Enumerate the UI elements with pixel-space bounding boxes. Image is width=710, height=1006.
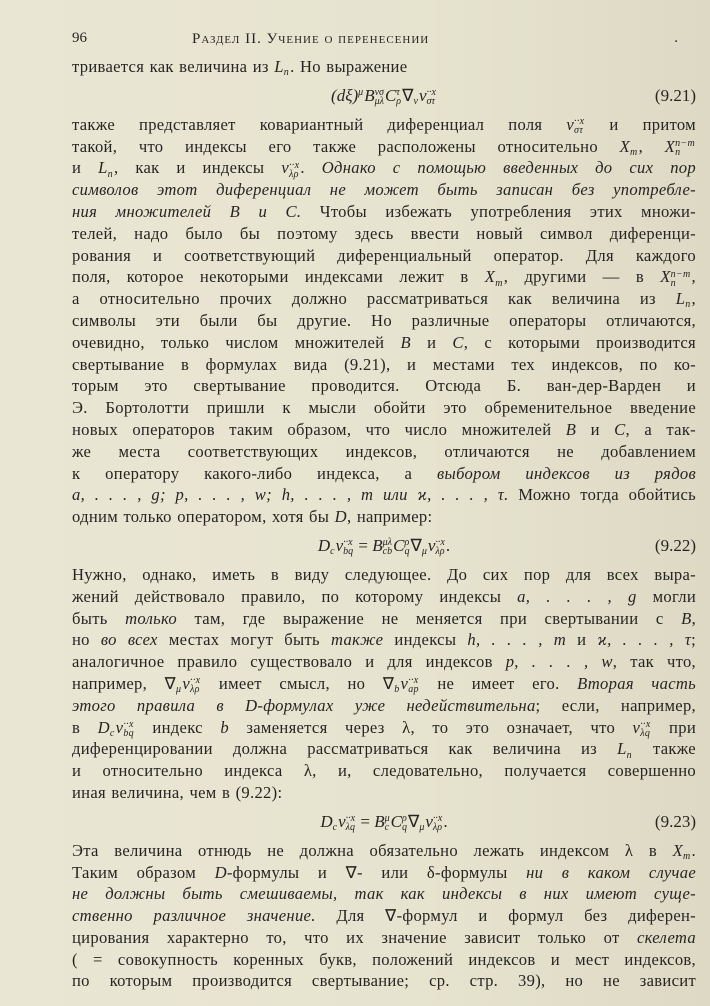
text-run: = — [356, 811, 375, 831]
italic-text: B — [374, 811, 385, 831]
text-run: при — [651, 717, 697, 737]
italic-text: B — [681, 608, 692, 628]
running-header — [72, 30, 696, 56]
italic-text: L — [98, 158, 108, 178]
index-stack — [284, 59, 289, 77]
italic-text: L — [617, 739, 627, 759]
text-run: ∇ — [410, 535, 422, 555]
text-run: а относительно прочих должно рассматриваться как величина из — [72, 289, 676, 309]
text-run: , — [638, 136, 665, 156]
italic-text: X — [619, 136, 631, 156]
text-line — [72, 564, 696, 586]
subscript: μ — [421, 546, 427, 558]
italic-text: во всех — [100, 630, 158, 650]
text-run: . — [445, 535, 451, 555]
index-stack — [402, 814, 407, 832]
subscript: n — [626, 749, 632, 761]
subscript: λq — [640, 727, 651, 739]
text-line — [72, 375, 696, 397]
text-run: -формулы и ∇- или δ-формулы — [226, 862, 527, 882]
text-run: , — [691, 289, 696, 309]
index-stack — [176, 676, 181, 694]
text-run: заменяется через λ, то это означает, что — [228, 717, 633, 737]
italic-text: v — [338, 811, 346, 831]
equation — [72, 528, 696, 564]
index-stack — [435, 538, 444, 556]
index-stack — [640, 720, 650, 738]
subscript: λρ — [432, 821, 443, 833]
subscript: ap — [408, 684, 419, 696]
index-stack — [433, 814, 442, 832]
italic-text: D — [317, 535, 331, 555]
text-run: , другими — в — [503, 267, 661, 287]
text-line — [72, 354, 696, 376]
italic-text: D — [334, 507, 347, 527]
index-stack — [671, 270, 691, 288]
text-line — [72, 463, 696, 485]
paragraph — [72, 840, 696, 993]
text-line — [72, 905, 696, 927]
index-stack — [346, 814, 355, 832]
italic-text: C — [384, 85, 397, 105]
text-run: индексы — [383, 630, 468, 650]
book-page — [72, 30, 696, 992]
text-line — [72, 397, 696, 419]
text-run: ∇ — [402, 85, 414, 105]
text-line — [72, 223, 696, 245]
italic-text: a, . . . , g — [517, 586, 637, 606]
subscript: λq — [345, 821, 355, 833]
superscript: ··x — [408, 675, 419, 687]
subscript: q — [404, 546, 410, 558]
text-run: телей, надо было бы поэтому здесь ввести новый символ диференци- — [72, 223, 696, 243]
index-stack — [333, 814, 337, 832]
text-run: очевидно, только числом множителей — [72, 332, 401, 352]
text-run: и притом — [585, 114, 696, 134]
text-run: же места соответствующих индексов, отличаются не добавлением — [72, 441, 696, 461]
text-run: и — [410, 332, 453, 352]
subscript: λρ — [190, 684, 200, 696]
italic-text: X — [672, 840, 684, 860]
text-line — [72, 157, 696, 179]
text-line — [72, 201, 696, 223]
text-line — [72, 782, 696, 804]
text-line — [72, 717, 696, 739]
text-run: цирования характерно то, что их значение зависит только от — [72, 927, 637, 947]
italic-text: символов этот диференциал не может быть записан без употребле- — [72, 180, 696, 200]
superscript: n−m — [670, 268, 691, 280]
subscript: ν — [413, 95, 418, 107]
text-line — [72, 266, 696, 288]
text-line — [72, 673, 696, 695]
italic-text: L — [274, 57, 284, 76]
text-line — [72, 927, 696, 949]
text-line — [72, 608, 696, 630]
index-stack — [426, 88, 435, 106]
text-line — [72, 651, 696, 673]
superscript: ··x — [289, 159, 300, 171]
index-stack — [404, 538, 409, 556]
text-run: Э. Бортолотти пришли к мысли обойти это обременительное введение — [72, 398, 696, 418]
subscript: στ — [574, 124, 584, 136]
subscript: n — [107, 168, 113, 180]
italic-text: также — [331, 630, 384, 650]
superscript: μ — [358, 86, 364, 98]
italic-text: p, . . . , w — [505, 652, 613, 672]
index-stack — [419, 814, 424, 832]
text-run: диференцировании должна рассматриваться как величина из — [72, 739, 618, 759]
text-run: тривается как величина из — [72, 57, 275, 76]
text-line — [72, 760, 696, 782]
italic-text: v — [425, 811, 433, 831]
text-run: но — [72, 630, 101, 650]
page-number: 96 — [72, 30, 87, 46]
index-stack — [358, 88, 363, 106]
italic-text: D — [320, 811, 333, 831]
italic-text: ни в каком случае — [526, 862, 696, 882]
italic-text: a, . . . , g; p, . . . , w; h, . . . , m или ϰ, . . . , τ. — [72, 485, 509, 505]
subscript: m — [630, 146, 638, 158]
paragraph — [72, 114, 696, 528]
italic-text: C — [614, 419, 626, 439]
text-run: символы эти были бы другие. Но различные операторы отличаются, — [72, 310, 696, 330]
superscript: n−m — [675, 137, 695, 149]
text-run: , — [691, 608, 697, 628]
index-stack — [375, 88, 384, 106]
text-run: там, где выражение не меняется при свертывании с — [177, 608, 682, 628]
italic-text: B — [400, 332, 411, 352]
text-run: . — [691, 840, 696, 860]
italic-text: b — [220, 717, 229, 737]
index-stack — [422, 538, 427, 556]
superscript: ··x — [640, 718, 651, 730]
superscript: τ — [396, 86, 400, 98]
subscript: c — [330, 546, 335, 558]
index-stack — [123, 720, 134, 738]
subscript: n — [283, 67, 290, 79]
subscript: m — [683, 850, 691, 862]
text-run: торым это свертывание проводится. Отсюда Б. ван-дер-Варден и — [72, 376, 696, 396]
italic-text: v — [281, 158, 289, 178]
equation-number: (9.22) — [654, 535, 696, 555]
subscript: c — [332, 821, 338, 833]
text-run: имеет смысл, но ∇ — [201, 673, 395, 693]
superscript: ··x — [345, 812, 356, 824]
italic-text: не должны быть смешиваемы, так как индексы в них имеют суще- — [72, 884, 696, 904]
text-run: и относительно индекса λ, и, следовательно, получается совершенно — [72, 761, 696, 781]
paragraph — [72, 56, 696, 78]
text-run: например, ∇ — [72, 673, 177, 693]
index-stack — [685, 291, 690, 309]
subscript: cb — [382, 546, 393, 558]
italic-text: v — [115, 717, 124, 737]
text-line — [72, 56, 696, 78]
superscript: ··x — [190, 675, 201, 687]
subscript: στ — [426, 95, 435, 107]
text-run: Для ∇-формул и формул без диферен- — [315, 906, 696, 926]
text-run: Нужно, однако, иметь в виду следующее. До сих пор для всех выра- — [72, 564, 696, 584]
index-stack — [108, 161, 113, 179]
italic-text: v — [418, 85, 427, 105]
paragraph — [72, 564, 696, 804]
index-stack — [330, 538, 334, 556]
italic-text: (dξ) — [331, 85, 359, 105]
subscript: μ — [419, 821, 425, 833]
superscript: ··x — [123, 718, 134, 730]
equation-number: (9.23) — [654, 811, 696, 831]
subscript: bq — [343, 546, 354, 558]
text-run: , как и индексы — [113, 158, 282, 178]
text-run: поля, которое некоторыми индексами лежит в — [72, 267, 485, 287]
superscript: μλ — [382, 537, 393, 549]
text-run: ; — [691, 630, 697, 650]
text-line — [72, 862, 696, 884]
text-line — [72, 484, 696, 506]
text-run: , — [691, 267, 696, 287]
index-stack — [408, 676, 419, 694]
text-line — [72, 136, 696, 158]
italic-text: v — [566, 114, 575, 134]
subscript: b — [394, 684, 400, 696]
running-title: Раздел II. Учение о перенесении — [192, 31, 430, 47]
index-stack — [413, 88, 417, 106]
index-stack — [683, 843, 691, 861]
text-run: быть — [72, 608, 126, 628]
italic-text: v — [427, 535, 436, 555]
subscript: bq — [123, 727, 134, 739]
italic-text: этого правила в D-формулах уже недействительна — [72, 695, 536, 715]
subscript — [358, 97, 363, 106]
text-line — [72, 441, 696, 463]
superscript: ρ — [401, 812, 407, 824]
text-run: жений действовало правило, по которому индексы — [72, 586, 518, 606]
text-line — [72, 629, 696, 651]
italic-text: X — [664, 136, 676, 156]
superscript: νσ — [374, 86, 384, 98]
text-run: и — [72, 158, 99, 178]
text-run: Эта величина отнюдь не должна обязательно лежать индексом λ в — [72, 840, 673, 860]
text-line — [72, 179, 696, 201]
index-stack — [630, 139, 638, 157]
subscript: μλ — [374, 95, 384, 107]
subscript: q — [401, 821, 407, 833]
text-run: к оператору какого-либо индекса, а — [72, 463, 438, 483]
text-line — [72, 419, 696, 441]
italic-text: v — [335, 535, 344, 555]
text-line — [72, 738, 696, 760]
text-line — [72, 695, 696, 717]
text-run: ( = совокупность коренных букв, положений индексов и мест индексов, — [72, 949, 696, 969]
superscript: μ — [384, 812, 390, 824]
italic-text: C — [452, 332, 464, 352]
superscript: ··x — [574, 115, 585, 127]
subscript: n — [685, 299, 691, 311]
text-run: рования и соответствующий диференциальный оператор. Для каждого — [72, 245, 696, 265]
italic-text: C — [390, 811, 402, 831]
index-stack — [394, 676, 399, 694]
text-line — [72, 114, 696, 136]
index-stack — [289, 161, 299, 179]
index-stack — [396, 88, 401, 106]
italic-text: B — [565, 419, 577, 439]
text-run: не имеет его. — [419, 673, 578, 693]
text-run: = — [354, 535, 373, 555]
text-run: свертывание в формулах вида (9.21), и местами тех индексов, по ко- — [72, 354, 696, 374]
index-stack — [110, 720, 115, 738]
text-line — [72, 310, 696, 332]
header-mark: . — [674, 30, 678, 46]
text-run: иная величина, чем в (9.22): — [72, 782, 283, 802]
text-line — [72, 949, 696, 971]
text-run: и — [576, 419, 615, 439]
italic-text: v — [632, 717, 641, 737]
text-run: местах могут быть — [157, 630, 331, 650]
text-run: новых операторов таким образом, что число множителей — [72, 419, 566, 439]
index-stack — [190, 676, 200, 694]
equation-formula — [317, 535, 451, 558]
italic-text: ственно различное значение. — [72, 906, 316, 926]
superscript: ··x — [435, 537, 445, 549]
italic-text: ния множителей B и C. — [72, 201, 302, 221]
superscript: ρ — [404, 537, 410, 549]
italic-text: скелета — [636, 927, 696, 947]
text-run: . — [300, 158, 322, 178]
subscript: ρ — [396, 95, 402, 107]
text-run: , а так- — [625, 419, 697, 439]
italic-text: X — [484, 267, 496, 287]
text-run: , так что, — [612, 652, 697, 672]
text-run: такой, что индексы его также расположены относительно — [72, 136, 620, 156]
text-line — [72, 332, 696, 354]
italic-text: h, . . . , m — [467, 630, 567, 650]
italic-text: D — [97, 717, 110, 737]
text-run: также представляет ковариантный диференциал поля — [72, 114, 567, 134]
index-stack — [385, 814, 390, 832]
text-run: в — [72, 717, 98, 737]
text-run: по которым производится свертывание; ср. стр. 39), но не зависит — [72, 971, 696, 991]
text-run: аналогичное правило существовало и для индексов — [72, 652, 506, 672]
text-run: Чтобы избежать употребления этих множи- — [301, 201, 696, 221]
text-run: , например: — [346, 507, 433, 527]
text-run: могли — [636, 586, 696, 606]
subscript: λρ — [289, 168, 299, 180]
text-line — [72, 288, 696, 310]
index-stack — [495, 270, 503, 288]
text-run: также — [632, 739, 696, 759]
italic-text: C — [393, 535, 405, 555]
superscript: ··x — [432, 812, 443, 824]
text-run: индекс — [134, 717, 221, 737]
subscript: m — [495, 277, 503, 289]
italic-text: только — [125, 608, 178, 628]
text-line — [72, 586, 696, 608]
index-stack — [383, 538, 392, 556]
italic-text: L — [675, 289, 686, 309]
index-stack — [675, 139, 695, 157]
italic-text: Вторая часть — [577, 673, 696, 693]
subscript: λρ — [435, 546, 445, 558]
text-line — [72, 970, 696, 992]
text-run: ∇ — [407, 811, 420, 831]
italic-text: v — [182, 673, 191, 693]
equation-formula — [320, 812, 447, 831]
index-stack — [343, 538, 353, 556]
equation-number: (9.21) — [654, 85, 696, 105]
text-line — [72, 506, 696, 528]
italic-text: B — [372, 535, 383, 555]
index-stack — [574, 117, 584, 135]
index-stack — [627, 742, 632, 760]
superscript: ··x — [343, 537, 353, 549]
equation — [72, 804, 696, 840]
text-run: ; если, например, — [535, 695, 696, 715]
italic-text: ϰ, . . . , τ — [597, 630, 692, 650]
italic-text: Однако с помощью введенных до сих пор — [321, 158, 696, 178]
equation — [72, 78, 696, 114]
italic-text: B — [364, 85, 375, 105]
text-run: . — [443, 811, 448, 831]
subscript: n — [670, 277, 676, 289]
text-line — [72, 245, 696, 267]
text-run: , с которыми производится — [463, 332, 696, 352]
subscript: c — [384, 821, 390, 833]
text-run: . Но выражение — [290, 57, 408, 76]
subscript: c — [109, 727, 115, 739]
text-run: Можно тогда обойтись — [508, 485, 696, 505]
italic-text: X — [660, 267, 671, 287]
italic-text: v — [400, 673, 409, 693]
text-run: и — [566, 630, 598, 650]
italic-text: выбором индексов из рядов — [437, 463, 696, 483]
text-run: Таким образом — [72, 862, 215, 882]
superscript: ··x — [426, 86, 436, 98]
italic-text: D — [214, 862, 227, 882]
text-line — [72, 883, 696, 905]
page-body — [72, 56, 696, 992]
subscript: μ — [176, 684, 182, 696]
text-run: одним только оператором, хотя бы — [72, 507, 335, 527]
text-line — [72, 840, 696, 862]
equation-formula — [331, 86, 437, 105]
subscript: n — [675, 146, 681, 158]
